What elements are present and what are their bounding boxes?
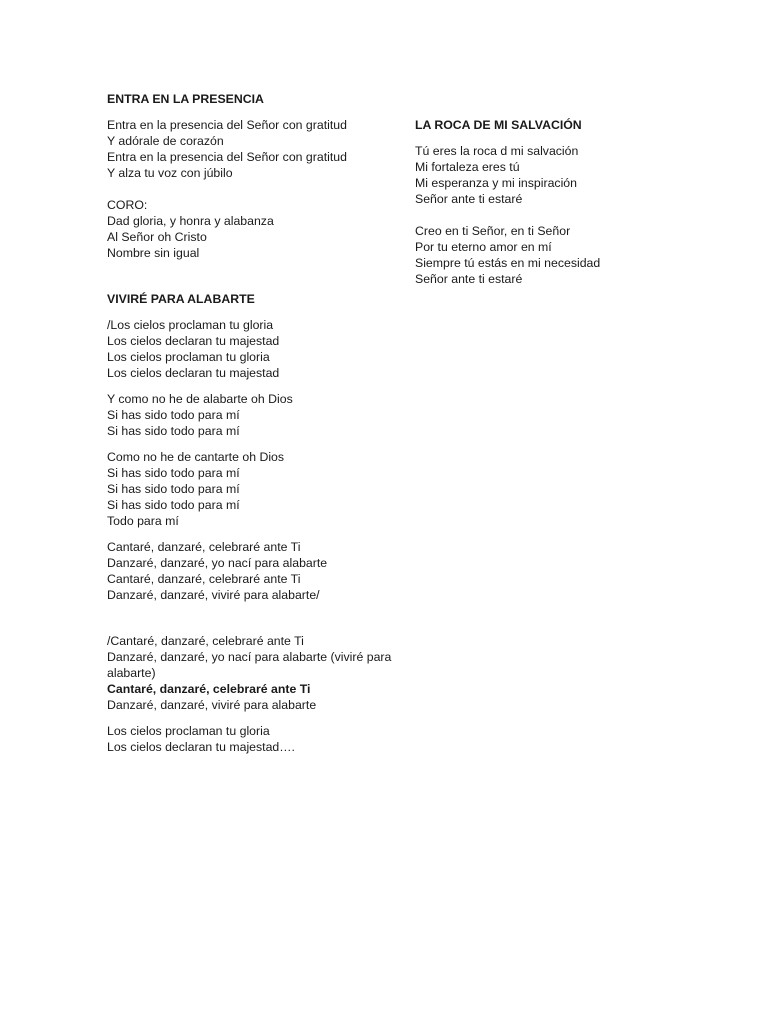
lyric-line: Los cielos proclaman tu gloria — [107, 350, 270, 364]
song-title-la-roca-de-mi-salvacion: LA ROCA DE MI SALVACIÓN — [415, 118, 582, 132]
lyric-line: Señor ante ti estaré — [415, 192, 523, 206]
lyric-line: Los cielos proclaman tu gloria — [107, 724, 270, 738]
left-column — [107, 91, 417, 755]
lyric-line: Nombre sin igual — [107, 246, 200, 260]
lyric-line: Y como no he de alabarte oh Dios — [107, 392, 293, 406]
song3-stanza-5 — [107, 633, 417, 713]
lyric-line: Los cielos declaran tu majestad — [107, 366, 280, 380]
lyric-line: Cantaré, danzaré, celebraré ante Ti — [107, 540, 301, 554]
lyric-line: Danzaré, danzaré, yo nací para alabarte (viviré para alabarte) — [107, 650, 392, 680]
lyric-line: Mi fortaleza eres tú — [415, 160, 520, 174]
lyric-line: Danzaré, danzaré, viviré para alabarte/ — [107, 588, 320, 602]
lyric-line: Dad gloria, y honra y alabanza — [107, 214, 274, 228]
lyric-line: /Cantaré, danzaré, celebraré ante Ti — [107, 634, 304, 648]
lyric-line: Los cielos declaran tu majestad — [107, 334, 280, 348]
lyric-line: Señor ante ti estaré — [415, 272, 523, 286]
lyric-line-bold: Cantaré, danzaré, celebraré ante Ti — [107, 682, 311, 696]
lyric-line: Entra en la presencia del Señor con gratitud — [107, 118, 347, 132]
chorus-label: CORO: — [107, 198, 148, 212]
song-title-entra-en-la-presencia: ENTRA EN LA PRESENCIA — [107, 92, 264, 106]
song3-stanza-2 — [107, 391, 417, 439]
lyric-line: Si has sido todo para mí — [107, 466, 240, 480]
song3-stanza-4 — [107, 539, 417, 603]
song1-chorus — [107, 197, 417, 261]
lyric-line: Al Señor oh Cristo — [107, 230, 207, 244]
song-title-vivire-para-alabarte: VIVIRÉ PARA ALABARTE — [107, 292, 255, 306]
lyric-line: Siempre tú estás en mi necesidad — [415, 256, 601, 270]
lyric-line: /Los cielos proclaman tu gloria — [107, 318, 274, 332]
song3-stanza-6 — [107, 723, 417, 755]
lyric-line: Todo para mí — [107, 514, 179, 528]
song3-stanza-3 — [107, 449, 417, 529]
lyric-line: Creo en ti Señor, en ti Señor — [415, 224, 571, 238]
song2-stanza-1 — [415, 143, 635, 207]
lyric-line: Si has sido todo para mí — [107, 424, 240, 438]
lyric-line: Y alza tu voz con júbilo — [107, 166, 233, 180]
lyric-line: Danzaré, danzaré, viviré para alabarte — [107, 698, 317, 712]
lyric-line: Si has sido todo para mí — [107, 482, 240, 496]
lyric-line: Tú eres la roca d mi salvación — [415, 144, 579, 158]
lyric-line: Cantaré, danzaré, celebraré ante Ti — [107, 572, 301, 586]
lyric-line: Si has sido todo para mí — [107, 498, 240, 512]
lyric-line: Por tu eterno amor en mí — [415, 240, 552, 254]
right-column — [415, 117, 635, 287]
song1-stanza-1 — [107, 117, 417, 181]
lyric-line: Mi esperanza y mi inspiración — [415, 176, 577, 190]
lyric-line: Danzaré, danzaré, yo nací para alabarte — [107, 556, 328, 570]
lyric-line: Entra en la presencia del Señor con gratitud — [107, 150, 347, 164]
lyric-line: Los cielos declaran tu majestad…. — [107, 740, 295, 754]
song2-stanza-2 — [415, 223, 635, 287]
lyric-line: Si has sido todo para mí — [107, 408, 240, 422]
lyric-line: Como no he de cantarte oh Dios — [107, 450, 285, 464]
song3-stanza-1 — [107, 317, 417, 381]
lyric-line: Y adórale de corazón — [107, 134, 224, 148]
